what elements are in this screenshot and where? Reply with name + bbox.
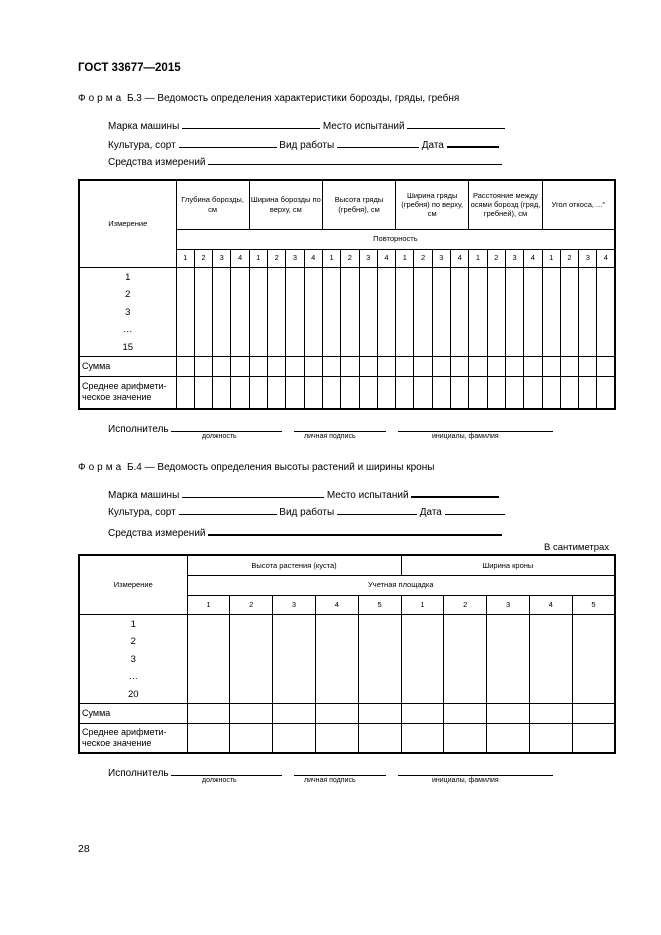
form-b4-place-field[interactable] bbox=[411, 486, 499, 498]
form-b4-entry-cell[interactable] bbox=[401, 614, 444, 704]
form-b3-sub-col: 4 bbox=[231, 249, 249, 267]
form-b3-entry-cell[interactable] bbox=[194, 377, 212, 409]
form-b3-entry-cell[interactable] bbox=[579, 357, 597, 377]
form-b4-executor-label: Исполнитель bbox=[108, 768, 169, 779]
form-b4-date-field[interactable] bbox=[445, 504, 505, 515]
form-b4-machine-field[interactable] bbox=[182, 487, 324, 498]
form-b4-sub-col: 4 bbox=[315, 595, 358, 614]
form-b3-entry-cell[interactable] bbox=[396, 357, 414, 377]
form-b3-machine-label: Марка машины bbox=[108, 121, 180, 132]
form-b3-entry-cell[interactable] bbox=[304, 267, 322, 357]
form-b3-entry-cell[interactable] bbox=[377, 357, 395, 377]
form-b3-sub-col: 3 bbox=[286, 249, 304, 267]
form-b4-title-prefix: Форма bbox=[78, 462, 125, 473]
form-b3-entry-cell[interactable] bbox=[268, 377, 286, 409]
form-b3-entry-cell[interactable] bbox=[451, 267, 469, 357]
form-b3-sub-col: 4 bbox=[524, 249, 542, 267]
form-b3-entry-cell[interactable] bbox=[432, 377, 450, 409]
form-b3-machine-field[interactable] bbox=[182, 118, 320, 129]
form-b4-sign-caption: личная подпись bbox=[304, 777, 356, 784]
form-b3-sub-col: 1 bbox=[396, 249, 414, 267]
form-b4-entry-cell[interactable] bbox=[187, 614, 230, 704]
form-b4-entry-cell[interactable] bbox=[273, 704, 316, 724]
form-b4-entry-cell[interactable] bbox=[487, 704, 530, 724]
form-b3-entry-cell[interactable] bbox=[597, 357, 615, 377]
form-b4-entry-cell[interactable] bbox=[358, 704, 401, 724]
form-b4-title bbox=[78, 462, 434, 473]
form-b4-row-number: … bbox=[128, 671, 138, 682]
form-b3-entry-cell[interactable] bbox=[359, 357, 377, 377]
form-b3-entry-cell[interactable] bbox=[505, 377, 523, 409]
form-b4-work-label: Вид работы bbox=[279, 507, 335, 518]
form-b4-table bbox=[78, 554, 616, 754]
form-b3-entry-cell[interactable] bbox=[213, 267, 231, 357]
form-b4-sub-col: 2 bbox=[230, 595, 273, 614]
form-b4-sub-col: 3 bbox=[273, 595, 316, 614]
form-b4-entry-cell[interactable] bbox=[487, 724, 530, 753]
form-b3-sub-col: 2 bbox=[268, 249, 286, 267]
form-b3-col-furrow-width: Ширина борозды по верху, см bbox=[249, 180, 322, 229]
form-b4-sub-col: 5 bbox=[572, 595, 615, 614]
form-b3-entry-cell[interactable] bbox=[377, 377, 395, 409]
form-b4-entry-cell[interactable] bbox=[230, 704, 273, 724]
form-b3-sub-col: 3 bbox=[505, 249, 523, 267]
form-b3-sub-col: 2 bbox=[487, 249, 505, 267]
form-b3-entry-cell[interactable] bbox=[249, 377, 267, 409]
form-b4-row-number: 20 bbox=[127, 688, 139, 700]
form-b3-work-label: Вид работы bbox=[279, 140, 335, 151]
form-b3-means-field[interactable] bbox=[208, 154, 502, 165]
form-b4-sub-col: 5 bbox=[358, 595, 401, 614]
form-b4-unit-note: В сантиметрах bbox=[544, 542, 610, 553]
form-b3-entry-cell[interactable] bbox=[432, 357, 450, 377]
form-b4-entry-cell[interactable] bbox=[230, 614, 273, 704]
form-b3-entry-cell[interactable] bbox=[176, 357, 194, 377]
form-b4-entry-cell[interactable] bbox=[358, 614, 401, 704]
form-b3-entry-cell[interactable] bbox=[194, 267, 212, 357]
form-b4-place-label: Место испытаний bbox=[326, 490, 409, 501]
form-b3-entry-cell[interactable] bbox=[469, 267, 487, 357]
form-b3-entry-cell[interactable] bbox=[396, 267, 414, 357]
form-b3-sub-col: 3 bbox=[432, 249, 450, 267]
form-b4-entry-cell[interactable] bbox=[529, 614, 572, 704]
form-b3-sub-col: 3 bbox=[359, 249, 377, 267]
form-b4-row-number: 2 bbox=[130, 636, 136, 647]
form-b3-mean-label: Среднее арифмети-ческое значение bbox=[79, 377, 176, 409]
form-b3-sub-col: 4 bbox=[451, 249, 469, 267]
form-b4-line-culture bbox=[108, 504, 505, 518]
form-b4-entry-cell[interactable] bbox=[444, 614, 487, 704]
form-b4-sub-col: 1 bbox=[187, 595, 230, 614]
form-b3-entry-cell[interactable] bbox=[286, 357, 304, 377]
form-b3-sub-col: 1 bbox=[469, 249, 487, 267]
form-b3-entry-cell[interactable] bbox=[359, 267, 377, 357]
form-b4-mean-label: Среднее арифмети-ческое значение bbox=[79, 724, 187, 753]
form-b4-machine-label: Марка машины bbox=[108, 490, 180, 501]
form-b4-position-field[interactable] bbox=[171, 765, 282, 776]
form-b4-entry-cell[interactable] bbox=[315, 614, 358, 704]
form-b3-table bbox=[78, 179, 616, 410]
form-b3-sub-col: 2 bbox=[414, 249, 432, 267]
form-b4-entry-cell[interactable] bbox=[529, 724, 572, 753]
form-b3-entry-cell[interactable] bbox=[359, 377, 377, 409]
form-b3-col-ridge-width: Ширина гряды (гребня) по верху, см bbox=[396, 180, 469, 229]
form-b3-entry-cell[interactable] bbox=[231, 377, 249, 409]
form-b3-row-numbers bbox=[79, 267, 176, 357]
form-b3-executor-label: Исполнитель bbox=[108, 424, 169, 435]
form-b3-entry-cell[interactable] bbox=[487, 377, 505, 409]
form-b3-entry-cell[interactable] bbox=[304, 357, 322, 377]
form-b4-entry-cell[interactable] bbox=[187, 724, 230, 753]
form-b4-initials-caption: инициалы, фамилия bbox=[432, 777, 499, 784]
form-b4-initials-field[interactable] bbox=[398, 765, 553, 776]
form-b4-area-header: Учетная площадка bbox=[187, 575, 615, 595]
form-b3-entry-cell[interactable] bbox=[341, 357, 359, 377]
form-b4-sum-label: Сумма bbox=[79, 704, 187, 724]
form-b3-line-means bbox=[108, 154, 502, 168]
form-b3-position-caption: должность bbox=[202, 433, 237, 440]
form-b4-measure-header: Измерение bbox=[79, 555, 187, 614]
form-b4-sign-field[interactable] bbox=[294, 765, 386, 776]
form-b3-entry-cell[interactable] bbox=[560, 377, 578, 409]
form-b3-entry-cell[interactable] bbox=[524, 357, 542, 377]
form-b3-title-text: Б.3 — Ведомость определения характеристики борозды, гряды, гребня bbox=[126, 93, 460, 104]
form-b4-date-label: Дата bbox=[419, 507, 442, 518]
form-b3-col-axis-distance: Расстояние между осями борозд (гряд, гребней), см bbox=[469, 180, 542, 229]
form-b4-culture-label: Культура, сорт bbox=[108, 507, 176, 518]
form-b3-sign-field[interactable] bbox=[294, 421, 386, 432]
form-b3-entry-cell[interactable] bbox=[579, 267, 597, 357]
form-b3-entry-cell[interactable] bbox=[249, 267, 267, 357]
form-b3-row-number: 1 bbox=[125, 271, 131, 283]
form-b4-entry-cell[interactable] bbox=[315, 724, 358, 753]
form-b3-date-label: Дата bbox=[421, 140, 444, 151]
form-b4-means-label: Средства измерений bbox=[108, 528, 206, 539]
form-b3-entry-cell[interactable] bbox=[322, 357, 340, 377]
form-b3-entry-cell[interactable] bbox=[432, 267, 450, 357]
form-b3-sub-col: 2 bbox=[560, 249, 578, 267]
form-b4-sub-col: 1 bbox=[401, 595, 444, 614]
form-b4-entry-cell[interactable] bbox=[401, 704, 444, 724]
form-b3-row-number: 15 bbox=[122, 341, 134, 353]
form-b3-entry-cell[interactable] bbox=[268, 267, 286, 357]
form-b3-entry-cell[interactable] bbox=[579, 377, 597, 409]
form-b3-entry-cell[interactable] bbox=[377, 267, 395, 357]
form-b3-sub-col: 2 bbox=[194, 249, 212, 267]
form-b4-entry-cell[interactable] bbox=[572, 704, 615, 724]
form-b3-col-slope-angle: Угол откоса, ...° bbox=[542, 180, 615, 229]
form-b3-entry-cell[interactable] bbox=[542, 357, 560, 377]
form-b3-sub-col: 4 bbox=[377, 249, 395, 267]
form-b4-entry-cell[interactable] bbox=[315, 704, 358, 724]
form-b3-means-label: Средства измерений bbox=[108, 157, 206, 168]
form-b4-entry-cell[interactable] bbox=[187, 704, 230, 724]
form-b3-entry-cell[interactable] bbox=[451, 377, 469, 409]
form-b3-entry-cell[interactable] bbox=[231, 357, 249, 377]
form-b3-entry-cell[interactable] bbox=[341, 267, 359, 357]
form-b3-place-field[interactable] bbox=[407, 118, 505, 129]
form-b4-entry-cell[interactable] bbox=[444, 724, 487, 753]
form-b3-entry-cell[interactable] bbox=[542, 267, 560, 357]
form-b4-position-caption: должность bbox=[202, 777, 237, 784]
form-b3-title bbox=[78, 93, 459, 104]
form-b3-entry-cell[interactable] bbox=[176, 377, 194, 409]
form-b3-entry-cell[interactable] bbox=[231, 267, 249, 357]
form-b4-entry-cell[interactable] bbox=[572, 724, 615, 753]
form-b3-culture-field[interactable] bbox=[179, 137, 277, 148]
form-b3-row-number: … bbox=[123, 324, 133, 335]
form-b4-entry-cell[interactable] bbox=[572, 614, 615, 704]
form-b4-sub-col: 3 bbox=[487, 595, 530, 614]
form-b3-entry-cell[interactable] bbox=[451, 357, 469, 377]
form-b3-entry-cell[interactable] bbox=[286, 267, 304, 357]
form-b3-culture-label: Культура, сорт bbox=[108, 140, 176, 151]
form-b3-entry-cell[interactable] bbox=[597, 267, 615, 357]
form-b4-entry-cell[interactable] bbox=[487, 614, 530, 704]
form-b3-row-number: 3 bbox=[125, 306, 131, 318]
form-b3-position-field[interactable] bbox=[171, 421, 282, 432]
form-b3-sub-col: 1 bbox=[176, 249, 194, 267]
form-b4-means-field[interactable] bbox=[208, 524, 502, 536]
form-b3-entry-cell[interactable] bbox=[505, 267, 523, 357]
form-b4-entry-cell[interactable] bbox=[529, 704, 572, 724]
form-b3-sub-col: 1 bbox=[249, 249, 267, 267]
form-b3-line-machine bbox=[108, 118, 505, 132]
form-b3-sub-col: 1 bbox=[322, 249, 340, 267]
form-b4-entry-cell[interactable] bbox=[401, 724, 444, 753]
form-b3-sub-col: 3 bbox=[579, 249, 597, 267]
form-b3-entry-cell[interactable] bbox=[414, 267, 432, 357]
form-b3-entry-cell[interactable] bbox=[414, 357, 432, 377]
form-b4-sub-col: 4 bbox=[529, 595, 572, 614]
form-b3-sum-label: Сумма bbox=[79, 357, 176, 377]
form-b3-entry-cell[interactable] bbox=[542, 377, 560, 409]
form-b3-entry-cell[interactable] bbox=[487, 267, 505, 357]
form-b3-date-field[interactable] bbox=[447, 136, 499, 148]
form-b3-entry-cell[interactable] bbox=[396, 377, 414, 409]
form-b3-sub-col: 2 bbox=[341, 249, 359, 267]
form-b4-entry-cell[interactable] bbox=[230, 724, 273, 753]
form-b4-entry-cell[interactable] bbox=[273, 614, 316, 704]
form-b4-culture-field[interactable] bbox=[179, 504, 277, 515]
form-b3-entry-cell[interactable] bbox=[505, 357, 523, 377]
form-b3-entry-cell[interactable] bbox=[286, 377, 304, 409]
form-b4-col-plant-height: Высота растения (куста) bbox=[187, 555, 401, 575]
form-b3-sub-col: 4 bbox=[304, 249, 322, 267]
form-b3-entry-cell[interactable] bbox=[469, 357, 487, 377]
form-b3-entry-cell[interactable] bbox=[322, 377, 340, 409]
form-b3-measure-header: Измерение bbox=[79, 180, 176, 267]
form-b3-initials-field[interactable] bbox=[398, 421, 553, 432]
form-b3-entry-cell[interactable] bbox=[524, 267, 542, 357]
form-b3-entry-cell[interactable] bbox=[524, 377, 542, 409]
form-b3-line-culture bbox=[108, 136, 499, 151]
form-b3-row-number: 2 bbox=[125, 289, 131, 300]
form-b4-title-text: Б.4 — Ведомость определения высоты растений и ширины кроны bbox=[126, 462, 435, 473]
form-b3-sub-col: 3 bbox=[213, 249, 231, 267]
form-b3-entry-cell[interactable] bbox=[487, 357, 505, 377]
form-b4-row-number: 3 bbox=[130, 653, 136, 665]
form-b3-entry-cell[interactable] bbox=[469, 377, 487, 409]
document-header: ГОСТ 33677—2015 bbox=[78, 62, 181, 74]
form-b4-row-numbers bbox=[79, 614, 187, 704]
form-b4-entry-cell[interactable] bbox=[273, 724, 316, 753]
form-b4-entry-cell[interactable] bbox=[444, 704, 487, 724]
form-b3-entry-cell[interactable] bbox=[249, 357, 267, 377]
form-b4-work-field[interactable] bbox=[337, 504, 417, 515]
form-b3-entry-cell[interactable] bbox=[341, 377, 359, 409]
form-b4-col-crown-width: Ширина кроны bbox=[401, 555, 615, 575]
form-b3-col-ridge-height: Высота гряды (гребня), см bbox=[322, 180, 395, 229]
form-b3-place-label: Место испытаний bbox=[322, 121, 405, 132]
form-b3-entry-cell[interactable] bbox=[560, 267, 578, 357]
form-b3-sign-caption: личная подпись bbox=[304, 433, 356, 440]
form-b4-line-machine bbox=[108, 486, 499, 501]
form-b3-work-field[interactable] bbox=[337, 137, 419, 148]
form-b3-entry-cell[interactable] bbox=[268, 357, 286, 377]
form-b3-entry-cell[interactable] bbox=[213, 357, 231, 377]
form-b3-entry-cell[interactable] bbox=[304, 377, 322, 409]
form-b4-entry-cell[interactable] bbox=[358, 724, 401, 753]
form-b3-repeat-header: Повторность bbox=[176, 229, 615, 249]
form-b3-entry-cell[interactable] bbox=[560, 357, 578, 377]
form-b3-col-depth: Глубина борозды, см bbox=[176, 180, 249, 229]
form-b3-sub-col: 4 bbox=[597, 249, 615, 267]
form-b4-line-means bbox=[108, 524, 502, 539]
form-b3-initials-caption: инициалы, фамилия bbox=[432, 433, 499, 440]
form-b3-entry-cell[interactable] bbox=[176, 267, 194, 357]
form-b4-row-number: 1 bbox=[130, 618, 136, 630]
form-b4-sub-col: 2 bbox=[444, 595, 487, 614]
form-b3-entry-cell[interactable] bbox=[597, 377, 615, 409]
form-b3-title-prefix: Форма bbox=[78, 93, 125, 104]
form-b3-sub-col: 1 bbox=[542, 249, 560, 267]
page-number: 28 bbox=[78, 843, 90, 855]
form-b3-entry-cell[interactable] bbox=[194, 357, 212, 377]
form-b3-entry-cell[interactable] bbox=[213, 377, 231, 409]
form-b3-entry-cell[interactable] bbox=[322, 267, 340, 357]
form-b3-entry-cell[interactable] bbox=[414, 377, 432, 409]
